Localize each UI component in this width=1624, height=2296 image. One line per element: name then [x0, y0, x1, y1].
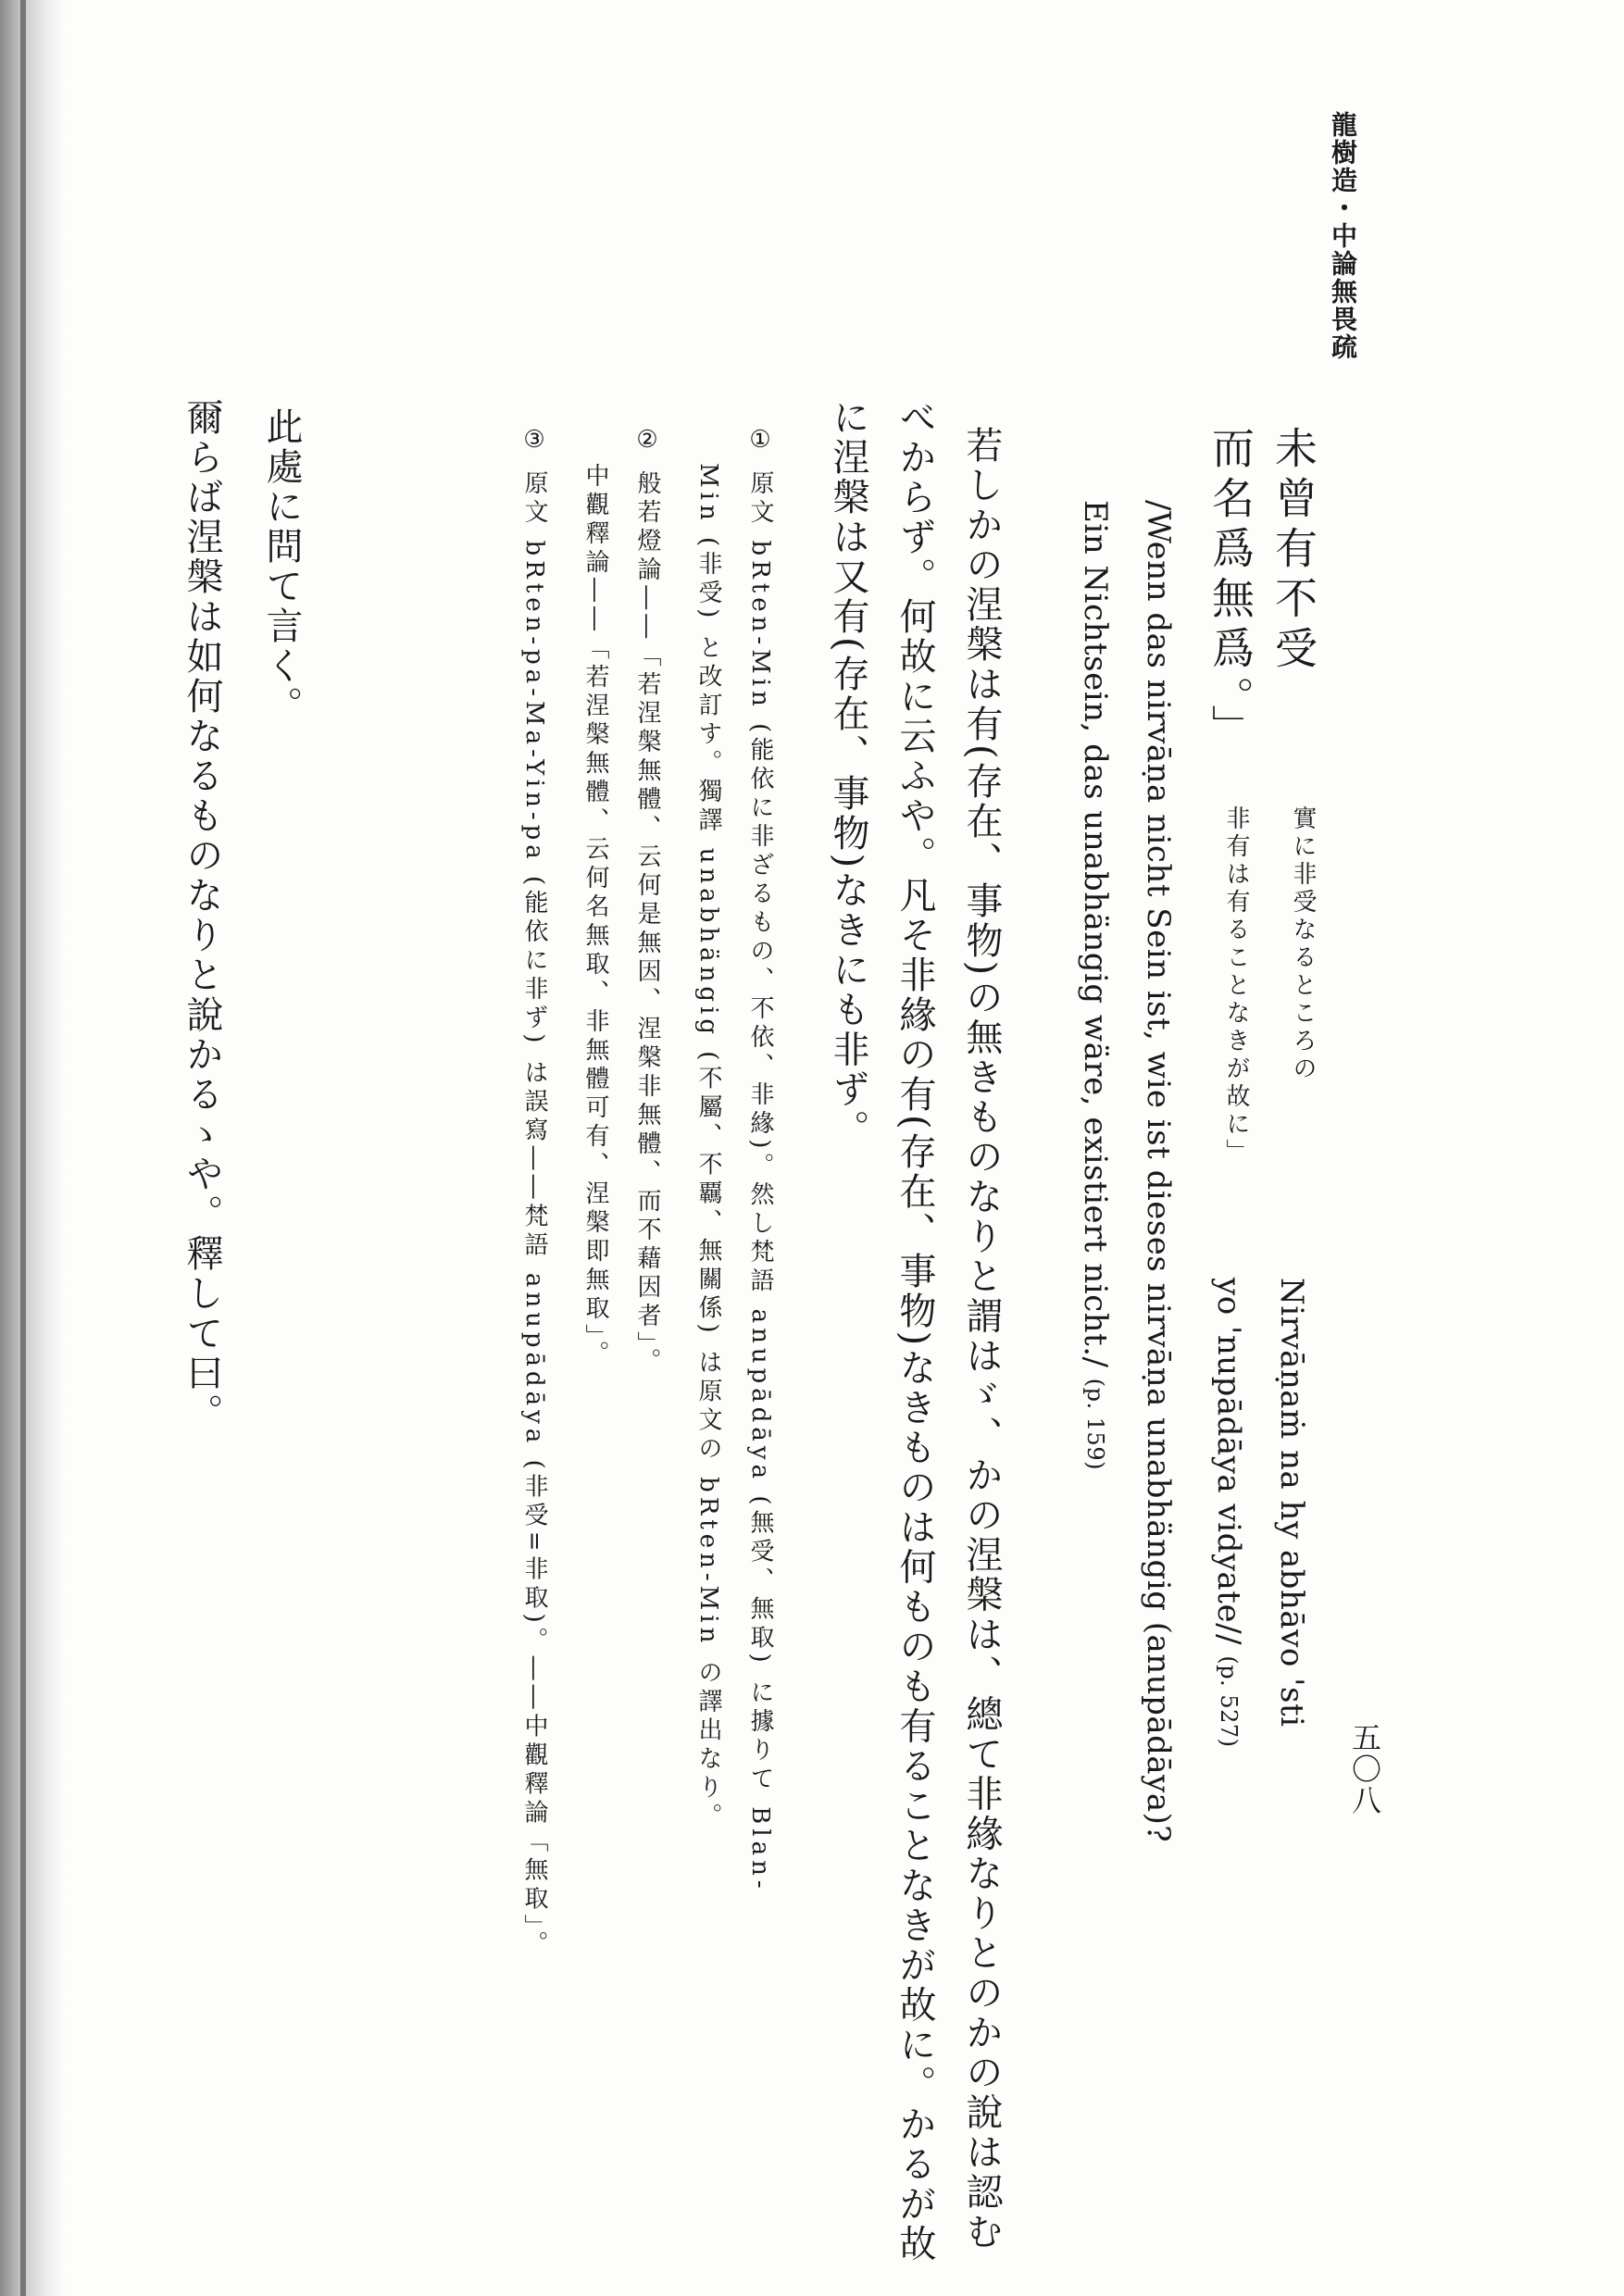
body-line-3: に涅槃は又有(存在、事物)なきにも非ず。: [827, 398, 869, 1150]
footnote-1-marker: ①: [746, 426, 774, 458]
footnote-1-line-2: Min (非受) と改訂す。獨譯 unabhängig (不屬、不覊、無關係) は原文の bRten-Min の譯出なり。: [694, 463, 722, 1832]
verse-sanskrit-page-ref: (p. 527): [1216, 1655, 1242, 1748]
verse-gloss-line-1: 實に非受なるところの: [1289, 805, 1317, 1083]
verse-sanskrit-line-1: Nirvāṇaṁ na hy abhāvo 'sti: [1273, 1278, 1310, 1728]
body-line-2: べからず。何故に云ふや。凡そ非緣の有(存在、事物)なきものは何ものも有ることなきが故に。かるが故: [893, 398, 936, 2265]
binding-edge: [20, 0, 26, 2296]
verse-sanskrit-line-2: [1210, 1278, 1247, 1748]
footnote-1-line-1: [748, 426, 772, 1893]
footnote-2-line-2: 中觀釋論――「若涅槃無體、云何名無取、非無體可有、涅槃即無取」。: [581, 463, 609, 1369]
closing-question: 此處に問て言く。: [260, 407, 303, 726]
verse-gloss-line-2: 非有は有ることなきが故に」: [1222, 805, 1250, 1167]
footnote-3-text: 原文 bRten-pa-Ma-Yin-pa (能依に非ず) は誤寫――梵語 anupādāya (非受=非取)。――中觀釋論「無取」。: [520, 470, 548, 1960]
closing-answer-intro: 爾らば涅槃は如何なるものなりと說かるゝや。釋して曰。: [181, 398, 223, 1433]
binding-shadow: [0, 0, 65, 2296]
footnote-1-text: 原文 bRten-Min (能依に非ざるもの、不依、非緣)。然し梵語 anupādāya (無受、無取) に據りて Blan-: [746, 470, 774, 1893]
german-translation-page-ref: (p. 159): [1082, 1378, 1108, 1470]
footnote-2-marker: ②: [633, 426, 661, 458]
footnote-3-marker: ③: [520, 426, 548, 458]
german-translation-line-1: /Wenn das nirvāṇa nicht Sein ist, wie ist dieses nirvāṇa unabhängig (anupādāya)?: [1140, 500, 1177, 1843]
verse-sanskrit-text: yo 'nupādāya vidyate//: [1210, 1278, 1247, 1646]
german-translation-text: Ein Nichtsein, das unabhängig wäre, existiert nicht./: [1077, 500, 1114, 1368]
page-number: 五〇八: [1347, 1722, 1382, 1816]
verse-chinese-line-1: 未曾有不受: [1268, 426, 1318, 676]
verse-chinese-line-2: 而名爲無爲。」: [1206, 426, 1255, 755]
footnote-3-line-1: [522, 426, 546, 1960]
running-title: 龍樹造・中論無畏疏: [1328, 111, 1358, 361]
footnote-2-line-1: [635, 426, 659, 1377]
body-line-1: 若しかの涅槃は有(存在、事物)の無きものなりと謂はゞ、かの涅槃は、總て非緣なりとのかの說は認む: [960, 426, 1003, 2252]
german-translation-line-2: [1077, 500, 1114, 1470]
footnote-2-text: 般若燈論――「若涅槃無體、云何是無因、涅槃非無體、而不藉因者」。: [633, 470, 661, 1378]
